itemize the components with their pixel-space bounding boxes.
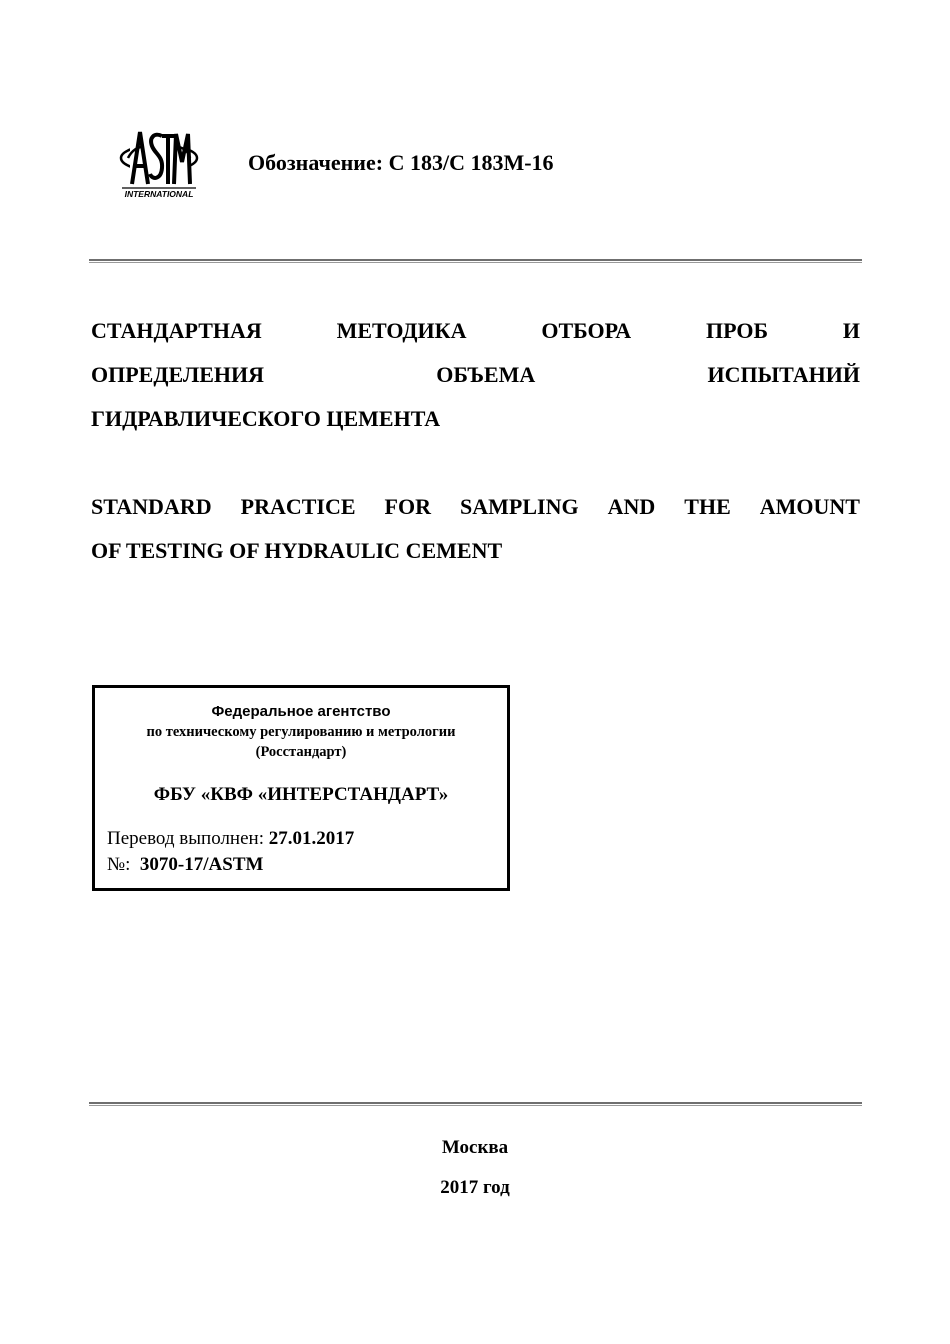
title-en-word: PRACTICE [240,494,356,519]
stamp-agency: Федеральное агентство [211,703,391,720]
bottom-divider [89,1102,862,1106]
translation-number-label: №: [107,854,131,875]
title-ru-line-1 [91,309,860,353]
title-en-word: FOR [384,494,431,519]
title-russian [91,309,860,441]
publication-city: Москва [441,1137,509,1158]
title-en-line-1 [91,485,860,529]
title-ru-word: СТАНДАРТНАЯ [91,318,262,343]
translation-number-value: 3070-17/ASTM [139,854,264,875]
title-ru-line-3: ГИДРАВЛИЧЕСКОГО ЦЕМЕНТА [91,406,441,431]
title-ru-word: ОБЪЕМА [436,362,536,387]
title-ru-line-2 [91,353,860,397]
title-ru-word: ИСПЫТАНИЙ [707,362,860,387]
publication-year: 2017 год [440,1177,510,1198]
stamp-organization: ФБУ «КВФ «ИНТЕРСТАНДАРТ» [153,784,449,805]
stamp-number-row [107,854,263,876]
translation-stamp [92,685,510,891]
title-ru-word: И [842,318,860,343]
top-divider [89,259,862,263]
translation-date-label: Перевод выполнен: [107,828,264,849]
logo-international-text: INTERNATIONAL [124,189,194,199]
title-english [91,485,860,573]
stamp-agency-subtitle: по техническому регулированию и метрологии [146,724,456,740]
title-ru-word: ПРОБ [705,318,769,343]
title-en-line-2: OF TESTING OF HYDRAULIC CEMENT [91,538,503,563]
title-en-word: THE [684,494,731,519]
title-en-word: AMOUNT [759,494,860,519]
title-en-word: AND [607,494,656,519]
stamp-agency-short-name: (Росстандарт) [255,744,347,760]
astm-logo [118,128,200,200]
standard-designation: Обозначение: C 183/C 183M-16 [248,150,554,175]
title-ru-word: МЕТОДИКА [336,318,467,343]
title-en-word: SAMPLING [460,494,579,519]
title-en-word: STANDARD [91,494,212,519]
stamp-translation-date-row [107,828,354,850]
title-ru-word: ОПРЕДЕЛЕНИЯ [91,362,265,387]
translation-date-value: 27.01.2017 [268,828,355,849]
title-ru-word: ОТБОРА [541,318,632,343]
